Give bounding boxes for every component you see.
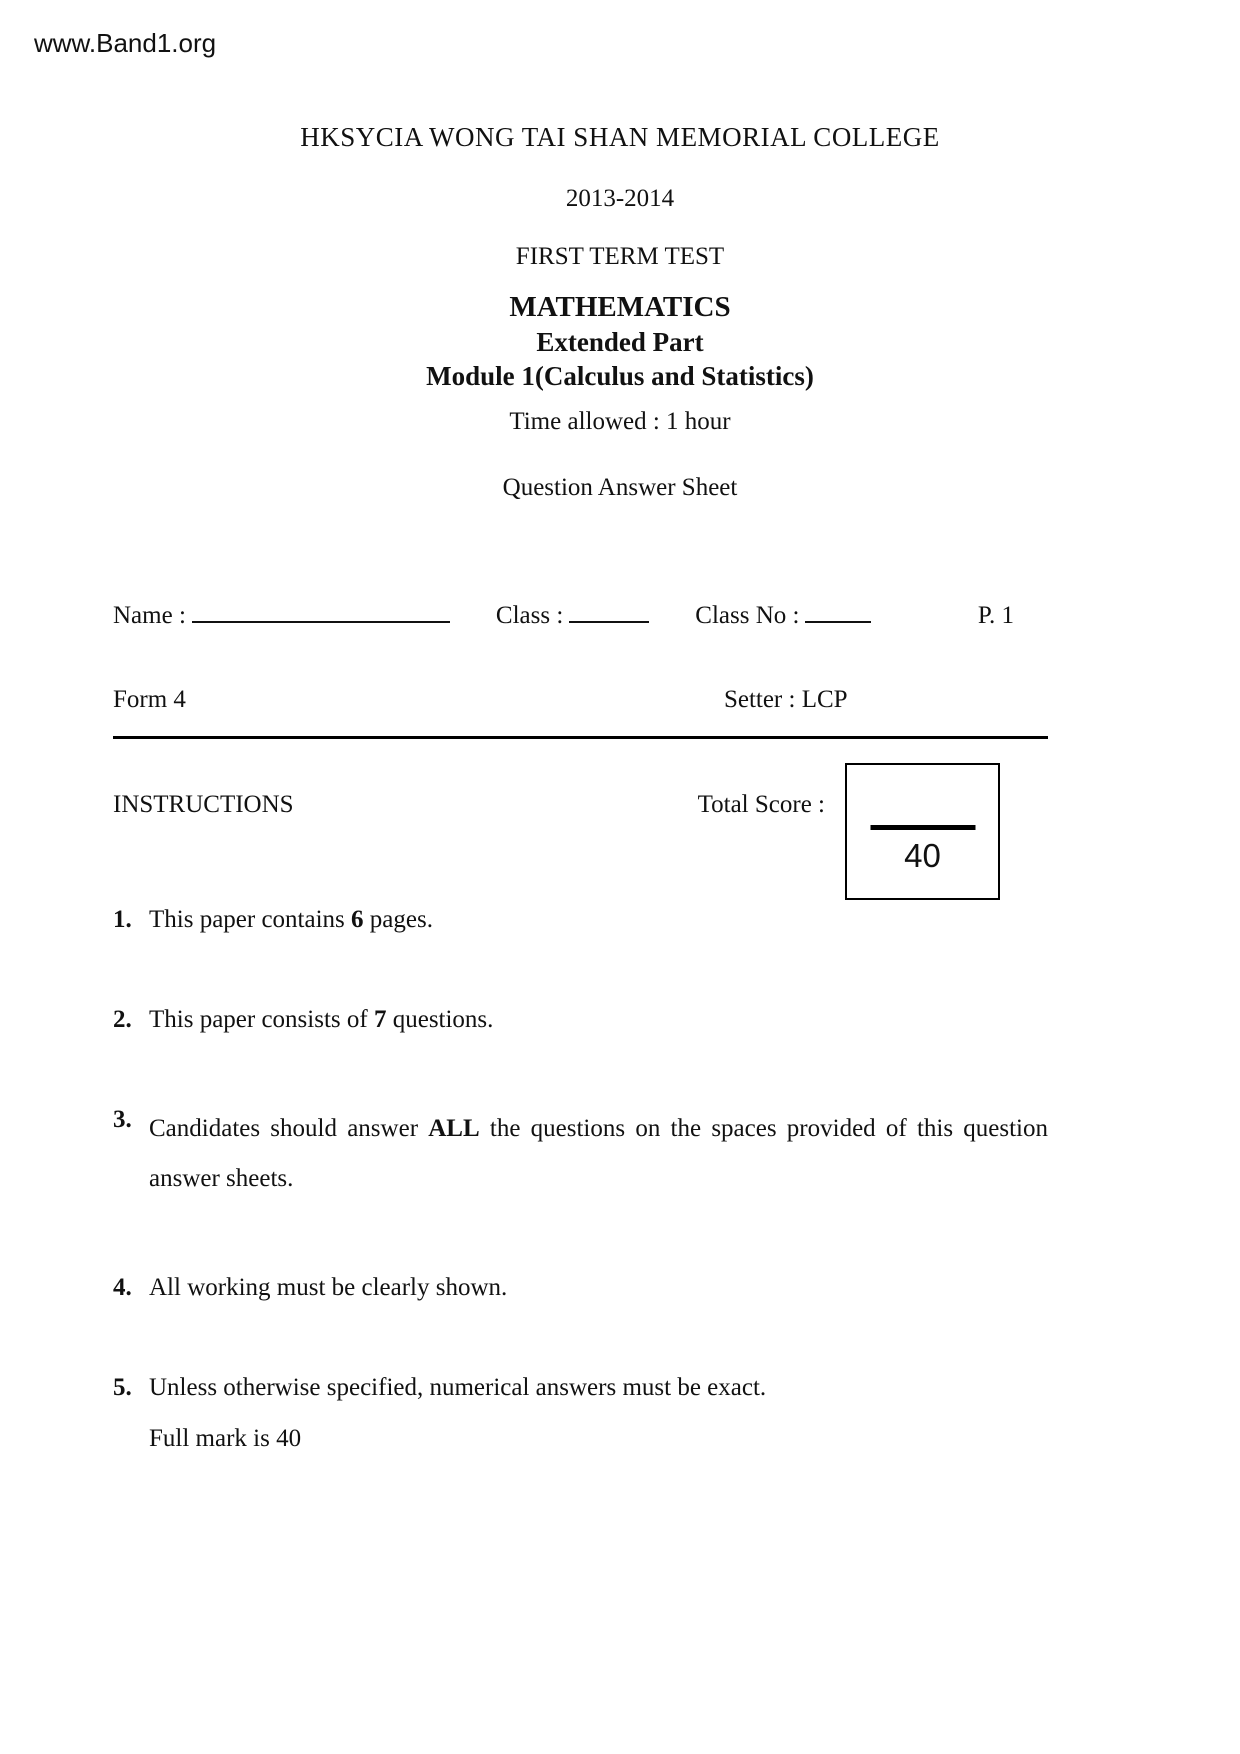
item-text: Unless otherwise specified, numerical answers must be exact. Full mark is 40 — [149, 1372, 1048, 1455]
class-label: Class : — [495, 602, 564, 629]
test-name: FIRST TERM TEST — [515, 243, 725, 270]
instruction-item — [113, 1104, 1048, 1204]
item-number: 3. — [113, 1106, 132, 1133]
item-number: 2. — [113, 1006, 132, 1033]
instruction-item — [113, 1272, 1048, 1304]
exam-header — [0, 0, 1240, 502]
name-blank-line — [192, 598, 450, 623]
instructions-title: INSTRUCTIONS — [113, 791, 294, 818]
total-score-box — [845, 763, 1000, 900]
full-mark-value: 40 — [904, 837, 941, 874]
item-text: This paper contains 6 pages. — [149, 906, 433, 933]
instruction-item — [113, 1372, 1048, 1455]
instructions-list — [113, 904, 1048, 1455]
college-name: HKSYCIA WONG TAI SHAN MEMORIAL COLLEGE — [300, 122, 940, 152]
page-content — [113, 598, 1048, 1455]
instruction-item — [113, 1004, 1048, 1036]
full-mark-note: Full mark is 40 — [149, 1425, 302, 1452]
form-label: Form 4 — [113, 686, 186, 713]
name-label: Name : — [113, 602, 186, 629]
subject-title: MATHEMATICS — [509, 291, 731, 323]
module-title: Module 1(Calculus and Statistics) — [426, 361, 814, 391]
item-text: Candidates should answer ALL the questions on the spaces provided of this question answer sheets. — [149, 1115, 1049, 1192]
item-number: 1. — [113, 906, 132, 933]
subject-part: Extended Part — [536, 327, 704, 357]
time-allowed: Time allowed : 1 hour — [509, 408, 731, 435]
item-text: All working must be clearly shown. — [149, 1274, 508, 1301]
class-blank-line — [569, 598, 649, 623]
watermark: www.Band1.org — [34, 28, 217, 58]
page-number: P. 1 — [977, 602, 1014, 629]
sheet-title: Question Answer Sheet — [502, 474, 738, 501]
total-score-label: Total Score : — [697, 791, 825, 818]
class-no-blank-line — [805, 598, 871, 623]
class-no-label: Class No : — [695, 602, 800, 629]
item-number: 5. — [113, 1374, 132, 1401]
section-divider — [113, 736, 1048, 739]
instruction-item — [113, 904, 1048, 936]
candidate-info-row — [113, 598, 1048, 630]
instructions-header-row — [113, 763, 1048, 900]
setter-label: Setter : LCP — [723, 686, 848, 713]
item-text: This paper consists of 7 questions. — [149, 1006, 494, 1033]
school-year: 2013-2014 — [565, 185, 675, 212]
score-blank-line — [870, 825, 975, 830]
form-setter-row — [113, 686, 1048, 714]
item-number: 4. — [113, 1274, 132, 1301]
